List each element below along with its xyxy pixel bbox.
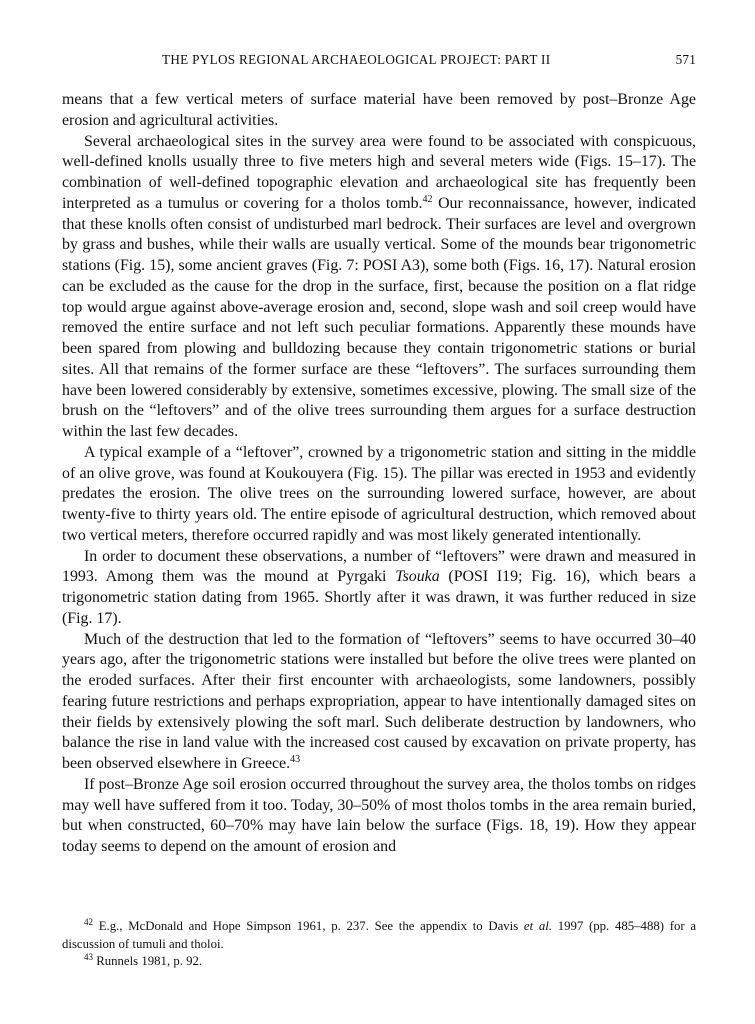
italic-term: Tsouka — [395, 568, 440, 586]
paragraph-text: Several archaeological sites in the survey area were found to be associated with conspicuous, well-defined knolls usually three to five meters high and several meters wide (Figs. 15–17). The combination of well-defined topographic elevation and archaeological site has frequently been interpreted as a tumulus or covering for a tholos tomb. — [62, 132, 696, 212]
footnotes — [62, 918, 696, 971]
paragraph — [62, 90, 696, 132]
body-text — [62, 90, 696, 858]
paragraph-text: Much of the destruction that led to the formation of “leftovers” seems to have occurred 30–40 years ago, after the trigonometric stations were installed but before the olive trees were planted on the eroded surfaces. After their first encounter with archaeologists, some landowners, possibly fearing future restrictions and perhaps expropriation, appear to have intentionally damaged sites on their fields by extensively plowing the soft marl. Such deliberate destruction by landowners, who balance the rise in land value with the increased cost caused by excavation on private property, has been observed elsewhere in Greece. — [62, 630, 696, 772]
paragraph — [62, 547, 696, 630]
page-number: 571 — [675, 52, 696, 67]
paragraph-text: means that a few vertical meters of surface material have been removed by post–Bronze Age erosion and agricultural activities. — [62, 91, 696, 129]
paragraph — [62, 630, 696, 775]
running-head — [62, 52, 696, 74]
paragraph-text: Our reconnaissance, however, indicated that these knolls often consist of undisturbed marl bedrock. Their surfaces are level and overgrown by grass and bushes, while their walls are usually vertical. Some of the mounds bear trigonometric stations (Fig. 15), some ancient graves (Fig. 7: POSI A3), some both (Figs. 16, 17). Natural erosion can be excluded as the cause for the drop in the surface, first, because the position on a flat ridge top would argue against above-average erosion and, second, slope wash and soil creep would have removed the entire surface and not left such peculiar formations. Apparently these mounds have been spared from plowing and bulldozing because they contain trigonometric stations or burial sites. All that remains of the former surface are these “leftovers”. The surfaces surrounding them have been lowered considerably by extensive, sometimes excessive, plowing. The small size of the brush on the “leftovers” and of the olive trees surrounding them argues for a surface destruction within the last few decades. — [62, 194, 696, 440]
footnote-ref[interactable]: 43 — [290, 754, 301, 765]
paragraph-text: If post–Bronze Age soil erosion occurred throughout the survey area, the tholos tombs on ridges may well have suffered from it too. Today, 30–50% of most tholos tombs in the area remain buried, but when constructed, 60–70% may have lain below the surface (Figs. 18, 19). How they appear today seems to depend on the amount of erosion and — [62, 775, 696, 855]
paragraph — [62, 132, 696, 443]
paragraph-text: A typical example of a “leftover”, crowned by a trigonometric station and sitting in the middle of an olive grove, was found at Koukouyera (Fig. 15). The pillar was erected in 1953 and evidently predates the erosion. The olive trees on the surrounding lowered surface, however, are about twenty-five to thirty years old. The entire episode of agricultural destruction, which removed about two vertical meters, therefore occurred rapidly and was most likely generated intentionally. — [62, 443, 696, 544]
footnote-ref[interactable]: 42 — [422, 193, 433, 205]
page — [62, 52, 696, 858]
footnote-text: E.g., McDonald and Hope Simpson 1961, p. 237. See the appendix to Davis — [93, 919, 524, 933]
paragraph-text: In order to document these observations, a number of “leftovers” were drawn and measured in 1993. Among them was the mound at Pyrgaki — [62, 547, 696, 586]
footnote-text: 1997 (pp. 485–488) for a discussion of tumuli and tholoi. — [62, 919, 697, 951]
footnote — [62, 953, 696, 971]
footnote-number: 43 — [84, 952, 93, 962]
footnote-text: Runnels 1981, p. 92. — [93, 954, 203, 968]
running-title: THE PYLOS REGIONAL ARCHAEOLOGICAL PROJECT: PART II — [162, 52, 551, 67]
paragraph-text: (POSI I19; Fig. 16), which bears a trigonometric station dating from 1965. Shortly after it was drawn, it was further reduced in size (Fig. 17). — [62, 568, 696, 627]
footnote-number: 42 — [84, 917, 93, 927]
paragraph — [62, 443, 696, 547]
paragraph — [62, 775, 696, 858]
footnote — [62, 918, 696, 953]
italic-term: et al. — [523, 919, 553, 933]
